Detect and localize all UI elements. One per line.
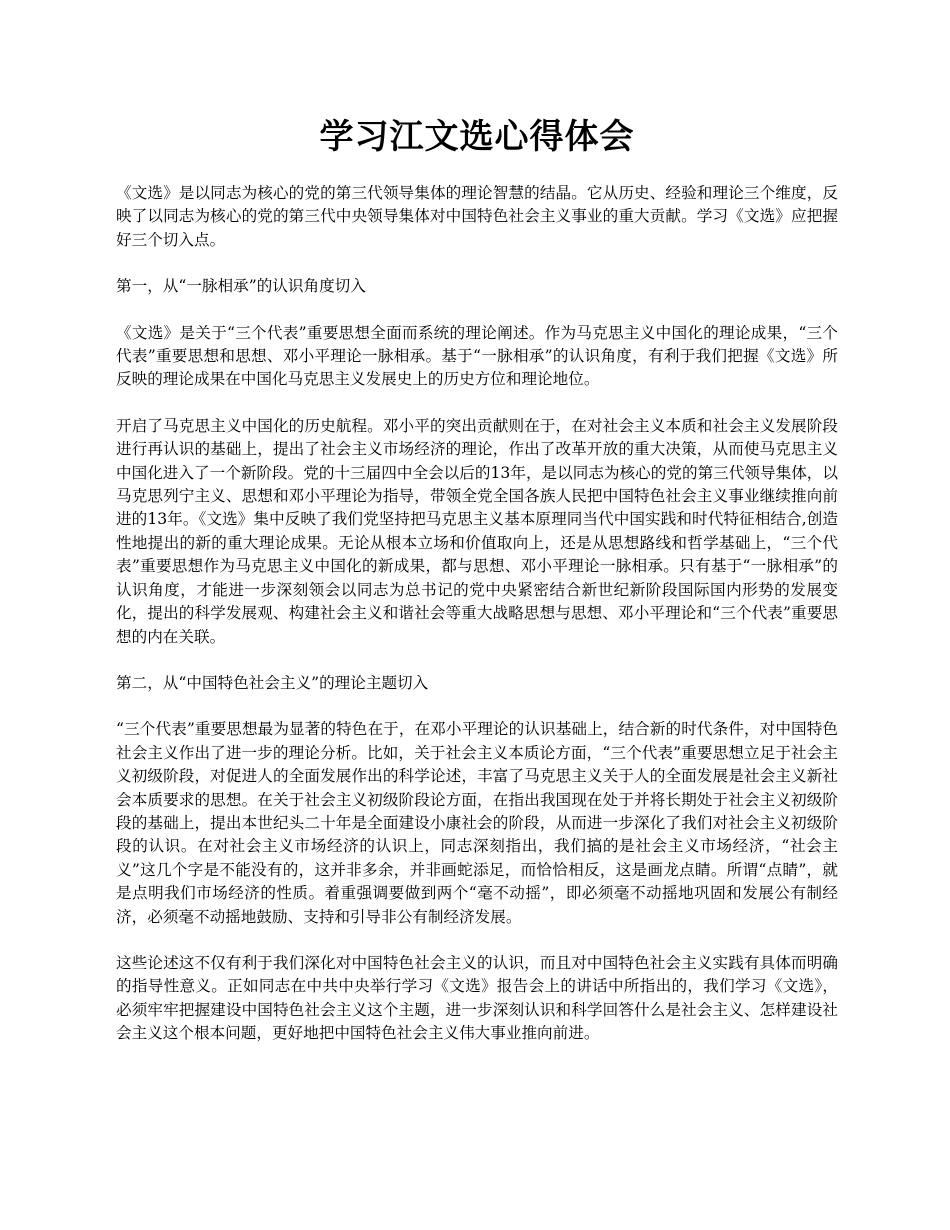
body-paragraph: 这些论述这不仅有利于我们深化对中国特色社会主义的认识，而且对中国特色社会主义实践有具体而明确的指导性意义。正如同志在中共中央举行学习《文选》报告会上的讲话中所指出的，我们学习《文选》，必须牢牢把握建设中国特色社会主义这个主题，进一步深刻认识和科学回答什么是社会主义、怎样建设社会主义这个根本问题，更好地把中国特色社会主义伟大事业推向前进。 (116, 953, 838, 1043)
document-page (116, 112, 838, 1069)
section-heading-second: 第二，从“中国特色社会主义”的理论主题切入 (116, 673, 429, 692)
section-heading-first: 第一，从“一脉相承”的认识角度切入 (116, 277, 366, 296)
intro-paragraph: 《文选》是以同志为核心的党的第三代领导集体的理论智慧的结晶。它从历史、经验和理论三个维度，反映了以同志为核心的党的第三代中央领导集体对中国特色社会主义事业的重大贡献。学习《文选》应把握好三个切入点。 (116, 184, 838, 249)
body-paragraph: 开启了马克思主义中国化的历史航程。邓小平的突出贡献则在于，在对社会主义本质和社会主义发展阶段进行再认识的基础上，提出了社会主义市场经济的理论，作出了改革开放的重大决策，从而使马克思主义中国化进入了一个新阶段。党的十三届四中全会以后的13年，是以同志为核心的党的第三代领导集体，以马克思列宁主义、思想和邓小平理论为指导，带领全党全国各族人民把中国特色社会主义事业继续推向前进的13年。《文选》集中反映了我们党坚持把马克思主义基本原理同当代中国实践和时代特征相结合,创造性地提出的新的重大理论成果。无论从根本立场和价值取向上，还是从思想路线和哲学基础上，“三个代表”重要思想作为马克思主义中国化的新成果，都与思想、邓小平理论一脉相承。只有基于“一脉相承”的认识角度，才能进一步深刻领会以同志为总书记的党中央紧密结合新世纪新阶段国际国内形势的发展变化，提出的科学发展观、构建社会主义和谐社会等重大战略思想与思想、邓小平理论和“三个代表”重要思想的内在关联。 (116, 416, 838, 646)
document-title: 学习江文选心得体会 (319, 117, 635, 157)
body-paragraph: “三个代表”重要思想最为显著的特色在于，在邓小平理论的认识基础上，结合新的时代条件，对中国特色社会主义作出了进一步的理论分析。比如，关于社会主义本质论方面，“三个代表”重要思想立足于社会主义初级阶段，对促进人的全面发展作出的科学论述，丰富了马克思主义关于人的全面发展是社会主义新社会本质要求的思想。在关于社会主义初级阶段论方面，在指出我国现在处于并将长期处于社会主义初级阶段的基础上，提出本世纪头二十年是全面建设小康社会的阶段，从而进一步深化了我们对社会主义初级阶段的认识。在对社会主义市场经济的认识上，同志深刻指出，我们搞的是社会主义市场经济，“社会主义”这几个字是不能没有的，这并非多余，并非画蛇添足，而恰恰相反，这是画龙点睛。所谓“点睛”，就是点明我们市场经济的性质。着重强调要做到两个“毫不动摇”，即必须毫不动摇地巩固和发展公有制经济，必须毫不动摇地鼓励、支持和引导非公有制经济发展。 (116, 720, 838, 926)
body-paragraph: 《文选》是关于“三个代表”重要思想全面而系统的理论阐述。作为马克思主义中国化的理论成果，“三个代表”重要思想和思想、邓小平理论一脉相承。基于“一脉相承”的认识角度，有利于我们把握《文选》所反映的理论成果在中国化马克思主义发展史上的历史方位和理论地位。 (116, 323, 838, 389)
